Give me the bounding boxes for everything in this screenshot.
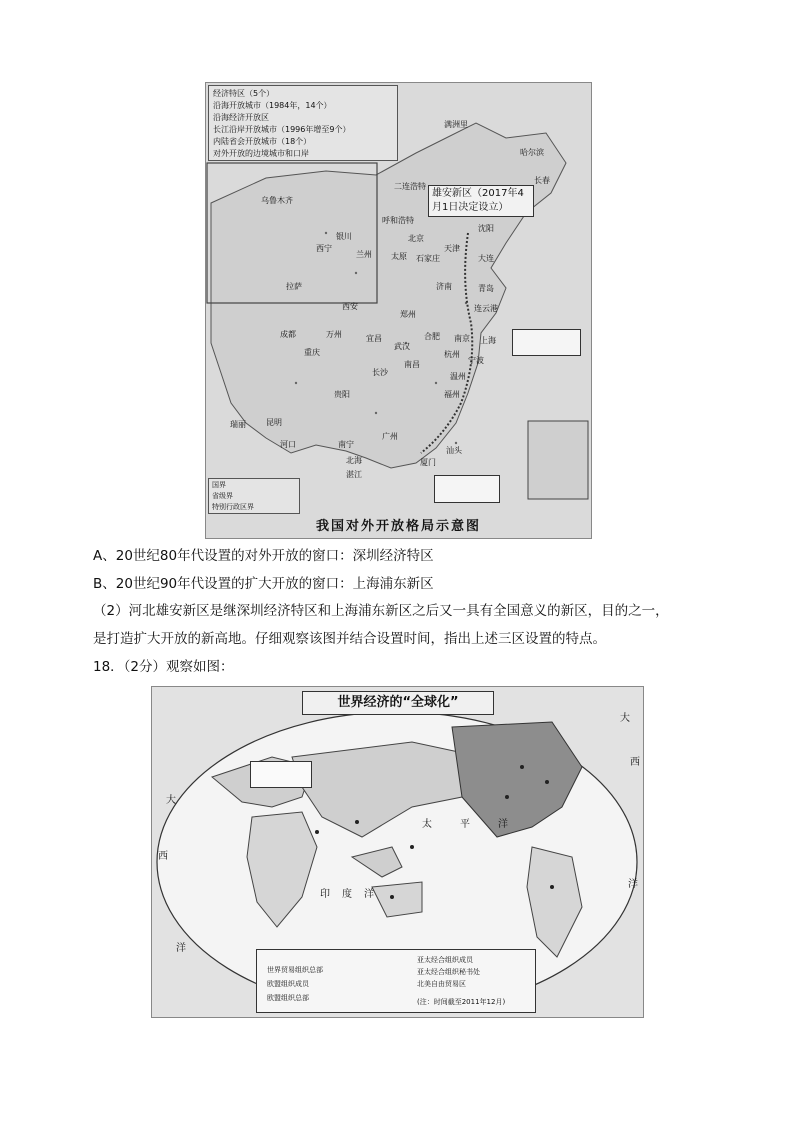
city-label: 太原 [391, 252, 407, 261]
city-label: 重庆 [304, 348, 320, 357]
blank-answer-box [512, 329, 581, 356]
city-label: 合肥 [424, 332, 440, 341]
option-b: B、20世纪90年代设置的扩大开放的窗口：上海浦东新区 [93, 576, 434, 592]
china-opening-map [205, 82, 592, 539]
legend-item: 沿海经济开放区 [213, 113, 269, 122]
city-label: 兰州 [356, 250, 372, 259]
option-a: A、20世纪80年代设置的对外开放的窗口：深圳经济特区 [93, 548, 434, 564]
city-label: 昆明 [266, 418, 282, 427]
ocean-label: 大 [620, 713, 630, 724]
city-label: 沈阳 [478, 224, 494, 233]
ocean-label: 太 [422, 819, 432, 830]
city-label: 厦门 [420, 458, 436, 467]
city-label: 南宁 [338, 440, 354, 449]
legend-item: 欧盟组织总部 [267, 994, 309, 1002]
city-label: 青岛 [478, 284, 494, 293]
city-label: 广州 [382, 432, 398, 441]
question-18: 18．（2分）观察如图： [93, 659, 234, 675]
legend-note: (注：时间截至2011年12月) [417, 998, 506, 1006]
city-label: 呼和浩特 [382, 216, 414, 225]
city-label: 河口 [280, 440, 296, 449]
callout-text: 雄安新区（2017年4月1日决定设立） [432, 188, 524, 213]
legend-item: 长江沿岸开放城市（1996年增至9个） [213, 125, 351, 134]
ocean-label: 洋 [364, 889, 374, 900]
city-label: 满洲里 [444, 120, 468, 129]
ocean-label: 平 [460, 819, 470, 830]
city-label: 长沙 [372, 368, 388, 377]
blank-answer-box [434, 475, 500, 503]
city-label: 乌鲁木齐 [261, 196, 293, 205]
ocean-label: 度 [342, 889, 352, 900]
city-label: 天津 [444, 244, 460, 253]
question-2-line-1: （2）河北雄安新区是继深圳经济特区和上海浦东新区之后又一具有全国意义的新区，目的之一， [93, 603, 669, 619]
city-label: 石家庄 [416, 254, 440, 263]
city-label: 北京 [408, 234, 424, 243]
city-label: 长春 [534, 176, 550, 185]
city-label: 拉萨 [286, 282, 302, 291]
ocean-label: 洋 [498, 819, 508, 830]
map2-title: 世界经济的“全球化” [302, 691, 494, 715]
boundary-item: 省级界 [212, 492, 233, 500]
boundary-item: 国界 [212, 481, 226, 489]
city-label: 西宁 [316, 244, 332, 253]
legend-item: 内陆省会开放城市（18个） [213, 137, 312, 146]
city-label: 北海 [346, 456, 362, 465]
map-legend-box [208, 85, 398, 161]
legend-item: 沿海开放城市（1984年，14个） [213, 101, 332, 110]
blank-answer-box [250, 761, 312, 788]
legend-item: 亚太经合组织成员 [417, 956, 473, 964]
city-label: 杭州 [444, 350, 460, 359]
city-label: 宜昌 [366, 334, 382, 343]
city-label: 郑州 [400, 310, 416, 319]
city-label: 大连 [478, 254, 494, 263]
city-label: 汕头 [446, 446, 462, 455]
world-globalization-map [151, 686, 644, 1018]
legend-item: 欧盟组织成员 [267, 980, 309, 988]
ocean-label: 洋 [628, 879, 638, 890]
city-label: 南京 [454, 334, 470, 343]
city-label: 瑞丽 [230, 420, 246, 429]
city-label: 南昌 [404, 360, 420, 369]
boundary-legend [208, 478, 300, 514]
city-label: 哈尔滨 [520, 148, 544, 157]
map-title: 我国对外开放格局示意图 [315, 519, 481, 534]
city-label: 成都 [280, 330, 296, 339]
legend-item: 对外开放的边境城市和口岸 [213, 149, 309, 158]
city-label: 宁波 [468, 356, 484, 365]
city-label: 福州 [444, 390, 460, 399]
legend-item: 世界贸易组织总部 [267, 966, 323, 974]
city-label: 上海 [480, 336, 496, 345]
xiongan-callout [428, 185, 534, 217]
legend-item: 北美自由贸易区 [417, 980, 466, 988]
boundary-item: 特别行政区界 [212, 503, 254, 511]
city-label: 万州 [326, 330, 342, 339]
map2-legend [256, 949, 536, 1013]
legend-item: 亚太经合组织秘书处 [417, 968, 480, 976]
city-label: 武汉 [394, 342, 410, 351]
ocean-label: 西 [158, 851, 168, 862]
city-label: 温州 [450, 372, 466, 381]
ocean-label: 印 [320, 889, 330, 900]
legend-item: 经济特区（5个） [213, 89, 275, 98]
city-label: 贵阳 [334, 390, 350, 399]
city-label: 济南 [436, 282, 452, 291]
city-label: 二连浩特 [394, 182, 426, 191]
city-label: 湛江 [346, 470, 362, 479]
city-label: 连云港 [474, 304, 498, 313]
city-label: 西安 [342, 302, 358, 311]
ocean-label: 洋 [176, 943, 186, 954]
ocean-label: 西 [630, 757, 640, 768]
question-2-line-2: 是打造扩大开放的新高地。仔细观察该图并结合设置时间，指出上述三区设置的特点。 [93, 631, 606, 647]
city-label: 银川 [336, 232, 352, 241]
ocean-label: 大 [166, 795, 176, 806]
